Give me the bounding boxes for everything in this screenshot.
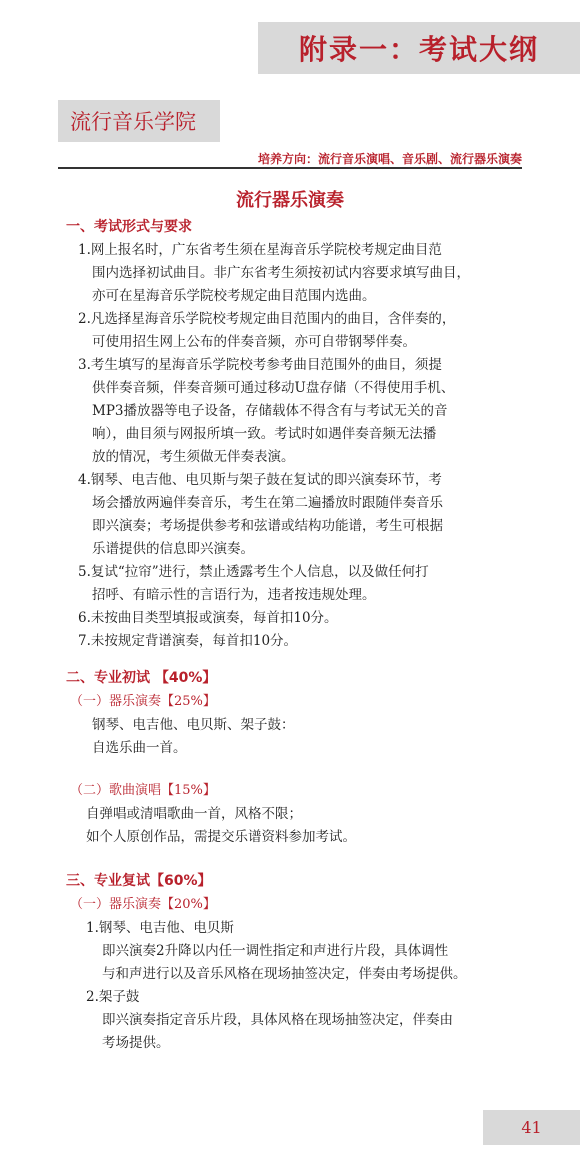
list-item: 自选乐曲一首。 [92,740,187,756]
list-item: 2.凡选择星海音乐学院校考规定曲目范围内的曲目，含伴奏的， [78,311,456,327]
list-item: 即兴演奏2升降以内任一调性指定和声进行片段，具体调性 [102,943,449,959]
list-item: 亦可在星海音乐学院校考规定曲目范围内选曲。 [92,288,376,304]
list-item: 如个人原创作品，需提交乐谱资料参加考试。 [86,829,356,845]
list-item: MP3播放器等电子设备，存储载体不得含有与考试无关的音 [92,403,448,419]
list-item: 招呼、有暗示性的言语行为，违者按违规处理。 [92,587,376,603]
list-item: 即兴演奏；考场提供参考和弦谱或结构功能谱，考生可根据 [92,518,443,534]
section2-sub2-heading: （二）歌曲演唱【15%】 [70,783,216,798]
section3-heading: 三、专业复试【60%】 [66,873,212,889]
list-item: 自弹唱或清唱歌曲一首，风格不限； [86,806,302,822]
list-item: 3.考生填写的星海音乐学院校考参考曲目范围外的曲目，须提 [78,357,442,373]
section1-heading: 一、考试形式与要求 [66,219,192,235]
list-item: 即兴演奏指定音乐片段，具体风格在现场抽签决定，伴奏由 [102,1012,453,1028]
list-item: 场会播放两遍伴奏音乐，考生在第二遍播放时跟随伴奏音乐 [92,495,443,511]
list-item: 4.钢琴、电吉他、电贝斯与架子鼓在复试的即兴演奏环节，考 [78,472,442,488]
section2-heading: 二、专业初试 【40%】 [66,670,217,686]
school-box [58,100,220,142]
school-name: 流行音乐学院 [70,110,196,134]
list-item: 钢琴、电吉他、电贝斯、架子鼓： [92,717,295,733]
section2-sub1-heading: （一）器乐演奏【25%】 [70,694,216,709]
list-item: 可使用招生网上公布的伴奏音频，亦可自带钢琴伴奏。 [92,334,416,350]
list-item: 供伴奏音频，伴奏音频可通过移动U盘存储（不得使用手机、 [92,380,455,396]
appendix-banner [258,22,580,74]
list-item: 乐谱提供的信息即兴演奏。 [92,541,254,557]
list-item: 围内选择初试曲目。非广东省考生须按初试内容要求填写曲目， [92,265,470,281]
appendix-title: 附录一：考试大纲 [298,33,539,66]
list-item: 与和声进行以及音乐风格在现场抽签决定，伴奏由考场提供。 [102,966,467,982]
page-number: 41 [521,1118,542,1137]
list-item: 5.复试“拉帘”进行，禁止透露考生个人信息，以及做任何打 [78,564,429,580]
list-item: 1.网上报名时，广东省考生须在星海音乐学院校考规定曲目范 [78,242,442,258]
list-item: 2.架子鼓 [86,989,140,1005]
section3-sub1-heading: （一）器乐演奏【20%】 [70,897,216,912]
list-item: 响），曲目须与网报所填一致。考试时如遇伴奏音频无法播 [92,426,437,442]
list-item: 7.未按规定背谱演奏，每首扣10分。 [78,633,298,649]
list-item: 6.未按曲目类型填报或演奏，每首扣10分。 [78,610,338,626]
page-title: 流行器乐演奏 [236,190,344,211]
page-number-box [483,1110,580,1145]
training-direction: 培养方向：流行音乐演唱、音乐剧、流行器乐演奏 [257,152,522,166]
header-divider [58,167,522,169]
list-item: 1.钢琴、电吉他、电贝斯 [86,920,234,936]
list-item: 考场提供。 [102,1035,170,1051]
list-item: 放的情况，考生须做无伴奏表演。 [92,449,295,465]
